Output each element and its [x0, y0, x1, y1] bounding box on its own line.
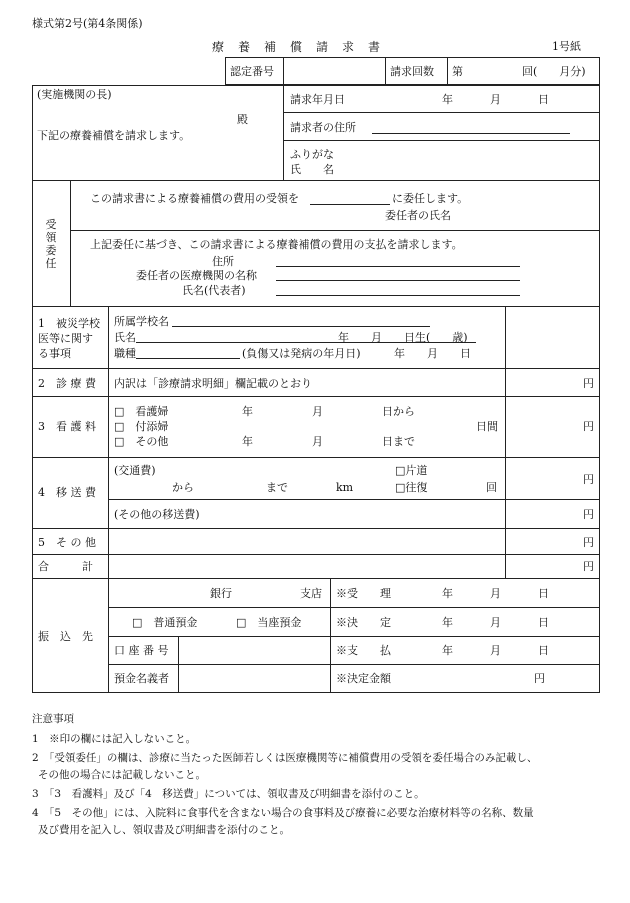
auth-number-field[interactable] [288, 60, 383, 82]
decided-amount-label: ※決定金額 [336, 672, 391, 685]
paper-label: 1号紙 [552, 40, 581, 53]
bank-label: 銀行 [210, 587, 232, 600]
person-name-label: 氏名 [114, 331, 136, 344]
row2-text: 内訳は「診療請求明細」欄記載のとおり [114, 377, 312, 390]
row4-label: 4 移 送 費 [38, 486, 96, 499]
facility-name-label: 委任者の医療機関の名称 [136, 269, 257, 282]
note-1: 1 ※印の欄には記入しないこと。 [32, 733, 197, 745]
notes-heading: 注意事項 [32, 713, 74, 725]
delegation-line2: 上記委任に基づき、この請求書による療養補償の費用の支払を請求します。 [90, 238, 463, 251]
request-lead: 下記の療養補償を請求します。 [37, 129, 191, 142]
request-times-prefix: 第 [452, 65, 463, 78]
date-month: 月 [490, 93, 501, 106]
nursing-to-day: 日まで [382, 435, 415, 448]
job-field[interactable] [136, 358, 240, 359]
facility-address-label: 住所 [212, 255, 234, 268]
nursing-days: 日間 [476, 420, 498, 433]
injury-date: 年 月 日 [394, 347, 471, 360]
attendant-checkbox[interactable]: □ 付添婦 [114, 420, 169, 433]
row3-label: 3 看 護 料 [38, 420, 96, 433]
ordinary-deposit-checkbox[interactable]: □ 普通預金 [132, 616, 198, 629]
transport-km: km [336, 481, 354, 494]
decided-amount-yen: 円 [534, 672, 545, 685]
row1-label: 1 被災学校 医等に関す る事項 [38, 317, 100, 360]
transport-label: (交通費) [114, 464, 156, 477]
row5-yen: 円 [583, 536, 594, 549]
other-checkbox[interactable]: □ その他 [114, 435, 169, 448]
receipt-month: 月 [490, 587, 501, 600]
request-times-suffix: 回( 月分) [522, 65, 586, 78]
row4b-yen: 円 [583, 508, 594, 521]
decision-month: 月 [490, 616, 501, 629]
row3-yen: 円 [583, 420, 594, 433]
note-2a: 2 「受領委任」の欄は、診療に当たった医師若しくは医療機関等に補償費用の受領を委任場合のみ記載し、 [32, 752, 538, 764]
current-deposit-checkbox[interactable]: □ 当座預金 [236, 616, 302, 629]
date-year: 年 [442, 93, 453, 106]
delegate-name-label: 委任者の氏名 [385, 209, 451, 222]
decision-label: ※決 定 [336, 616, 391, 629]
delegation-side-label: 受領委任 [45, 218, 57, 270]
account-number-label: 口 座 番 号 [114, 644, 169, 657]
note-3: 3 「3 看護料」及び「4 移送費」については、領収書及び明細書を添付のこと。 [32, 788, 425, 800]
account-holder-field[interactable] [184, 668, 324, 688]
account-holder-label: 預金名義者 [114, 672, 169, 685]
request-date-label: 請求年月日 [290, 93, 345, 106]
birth-label: 年 月 日生( 歳) [338, 331, 468, 344]
address-label: 請求者の住所 [290, 121, 356, 134]
job-label: 職種 [114, 347, 136, 360]
nursing-to-year: 年 [242, 435, 253, 448]
nurse-checkbox[interactable]: □ 看護婦 [114, 405, 169, 418]
auth-number-label: 認定番号 [230, 65, 274, 78]
delegate-field[interactable] [310, 204, 390, 205]
nursing-from-year: 年 [242, 405, 253, 418]
transport-from: から [172, 481, 194, 494]
row2-label: 2 診 療 費 [38, 377, 96, 390]
roundtrip-checkbox[interactable]: □往復 [395, 481, 428, 494]
decision-day: 日 [538, 616, 549, 629]
transfer-label: 振 込 先 [38, 630, 93, 643]
branch-label: 支店 [300, 587, 322, 600]
facility-rep-label: 氏名(代表者) [182, 284, 246, 297]
transport-times: 回 [486, 481, 497, 494]
note-2b: その他の場合には記載しないこと。 [38, 769, 206, 781]
address-field[interactable] [372, 133, 570, 134]
note-4b: 及び費用を記入し、領収書及び明細書を添付のこと。 [38, 824, 290, 836]
receipt-year: 年 [442, 587, 453, 600]
delegation-line1b: に委任します。 [392, 192, 469, 205]
total-yen: 円 [583, 560, 594, 573]
form-number: 様式第2号(第4条関係) [32, 17, 143, 30]
nursing-from-day: 日から [382, 405, 415, 418]
school-field[interactable] [172, 326, 430, 327]
dono-label: 殿 [237, 113, 248, 126]
school-label: 所属学校名 [114, 315, 169, 328]
decision-year: 年 [442, 616, 453, 629]
payment-year: 年 [442, 644, 453, 657]
receipt-day: 日 [538, 587, 549, 600]
payment-day: 日 [538, 644, 549, 657]
other-transport-label: (その他の移送費) [114, 508, 200, 521]
facility-rep-field[interactable] [276, 295, 520, 296]
payment-month: 月 [490, 644, 501, 657]
page-title: 療 養 補 償 請 求 書 [212, 40, 382, 54]
account-number-field[interactable] [184, 640, 324, 660]
injury-label: (負傷又は発病の年月日) [242, 347, 361, 360]
note-4a: 4 「5 その他」には、入院料に食事代を含まない場合の食事料及び療養に必要な治療材料等の名称、数量 [32, 807, 534, 819]
nursing-to-month: 月 [312, 435, 323, 448]
delegation-line1a: この請求書による療養補償の費用の受領を [90, 192, 299, 205]
payment-label: ※支 払 [336, 644, 391, 657]
row4-yen: 円 [583, 473, 594, 486]
oneway-checkbox[interactable]: □片道 [395, 464, 428, 477]
nursing-from-month: 月 [312, 405, 323, 418]
facility-address-field[interactable] [276, 266, 520, 267]
row2-yen: 円 [583, 377, 594, 390]
facility-name-field[interactable] [276, 280, 520, 281]
row5-label: 5 そ の 他 [38, 536, 96, 549]
request-times-label: 請求回数 [390, 65, 434, 78]
total-label: 合 計 [38, 560, 93, 573]
date-day: 日 [538, 93, 549, 106]
name-label: 氏 名 [290, 163, 334, 176]
furigana-label: ふりがな [290, 148, 334, 161]
transport-to: まで [266, 481, 288, 494]
receipt-label: ※受 理 [336, 587, 391, 600]
addressee-head: (実施機関の長) [37, 88, 112, 101]
